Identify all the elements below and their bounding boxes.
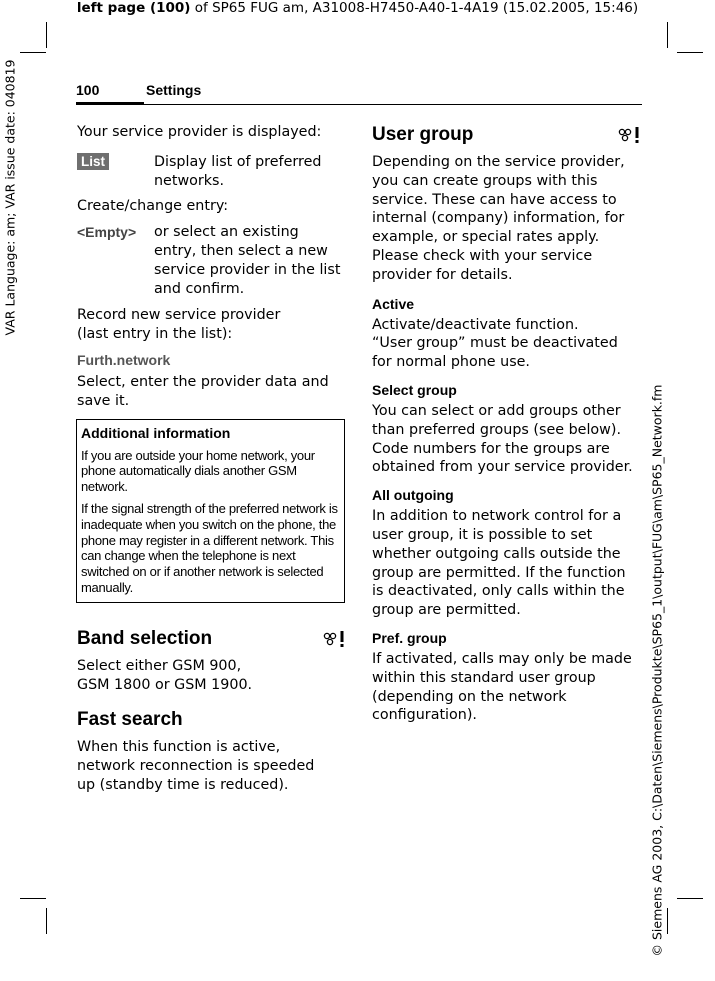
left-column bbox=[77, 120, 345, 795]
furth-network-description: Select, enter the provider data and save it. bbox=[77, 373, 329, 409]
intro-text: Your service provider is displayed: bbox=[77, 124, 322, 140]
additional-info-box bbox=[76, 419, 345, 603]
crop-mark bbox=[677, 52, 703, 53]
header-rule-thick bbox=[76, 102, 144, 105]
create-entry-text: Create/change entry: bbox=[77, 198, 229, 215]
furth-network-key: Furth.network bbox=[77, 351, 171, 368]
all-outgoing-title: All outgoing bbox=[372, 487, 454, 504]
empty-description: or select an existing entry, then select a new service provider in the list and confirm. bbox=[154, 224, 341, 297]
record-text-1: Record new service provider bbox=[77, 307, 281, 324]
list-definition bbox=[77, 153, 345, 191]
exclamation-icon bbox=[339, 630, 345, 648]
all-outgoing-text: In addition to network control for a user group, it is possible to set whether outgoing calls outside the group are permitted. If the function is deactivated, only calls within the group are permitted. bbox=[372, 508, 626, 619]
band-selection-text: Select either GSM 900, GSM 1800 or GSM 1900. bbox=[77, 657, 253, 693]
pref-group-text: If activated, calls may only be made within this standard user group (depending on the network configuration). bbox=[372, 650, 632, 724]
doc-info: of SP65 FUG am, A31008-H7450-A40-1-4A19 (15.02.2005, 15:46) bbox=[190, 0, 639, 16]
user-group-heading bbox=[372, 123, 640, 147]
info-title: Additional information bbox=[81, 424, 231, 441]
pref-group-title: Pref. group bbox=[372, 629, 447, 646]
side-note-left: VAR Language: am; VAR issue date: 040819 bbox=[2, 59, 18, 336]
network-warning-icon bbox=[617, 126, 640, 144]
user-group-title: User group bbox=[372, 124, 474, 145]
crop-mark bbox=[667, 908, 668, 934]
list-softkey: List bbox=[77, 153, 109, 170]
crop-mark bbox=[46, 908, 47, 934]
crop-mark bbox=[46, 22, 47, 48]
network-icon bbox=[617, 126, 633, 144]
crop-mark bbox=[20, 898, 46, 899]
band-selection-heading bbox=[77, 627, 345, 651]
info-paragraph-1: If you are outside your home network, your phone automatically dials another GSM network. bbox=[81, 447, 315, 495]
active-title: Active bbox=[372, 295, 415, 312]
document-header bbox=[0, 0, 715, 17]
user-group-text: Depending on the service provider, you can create groups with this service. These can have access to internal (company) information, for example, or special rates apply. Please check with your service provider for details. bbox=[372, 154, 625, 283]
side-note-right: © Siemens AG 2003, C:\Daten\Siemens\Produkte\SP65_1\output\FUG\am\SP65_Network.fm bbox=[649, 384, 665, 957]
network-warning-icon bbox=[322, 630, 345, 648]
page-number: 100 bbox=[76, 82, 100, 98]
info-paragraph-2: If the signal strength of the preferred network is inadequate when you switch on the phone, the phone may register in a different network. This can change when the telephone is next switched on or if another network is selected manually. bbox=[81, 500, 338, 595]
crop-mark bbox=[667, 22, 668, 48]
exclamation-icon bbox=[634, 126, 640, 144]
fast-search-title: Fast search bbox=[77, 709, 183, 731]
fast-search-heading bbox=[77, 708, 345, 732]
band-selection-title: Band selection bbox=[77, 627, 213, 649]
select-group-text: You can select or add groups other than preferred groups (see below). Code numbers for the groups are obtained from your service provider. bbox=[372, 402, 633, 476]
fast-search-text: When this function is active, network reconnection is speeded up (standby time is reduced). bbox=[77, 739, 315, 793]
network-icon bbox=[322, 630, 338, 648]
active-text: Activate/deactivate function. “User group” must be deactivated for normal phone use. bbox=[372, 316, 618, 371]
section-title: Settings bbox=[146, 82, 202, 98]
list-description: Display list of preferred networks. bbox=[154, 153, 322, 189]
right-column bbox=[372, 120, 640, 725]
doc-label: left page (100) bbox=[76, 0, 191, 16]
header-rule bbox=[144, 104, 642, 105]
empty-definition bbox=[77, 223, 345, 298]
crop-mark bbox=[677, 898, 703, 899]
select-group-title: Select group bbox=[372, 381, 457, 398]
record-text-2: (last entry in the list): bbox=[77, 326, 233, 343]
empty-key: <Empty> bbox=[77, 224, 137, 241]
crop-mark bbox=[20, 52, 46, 53]
